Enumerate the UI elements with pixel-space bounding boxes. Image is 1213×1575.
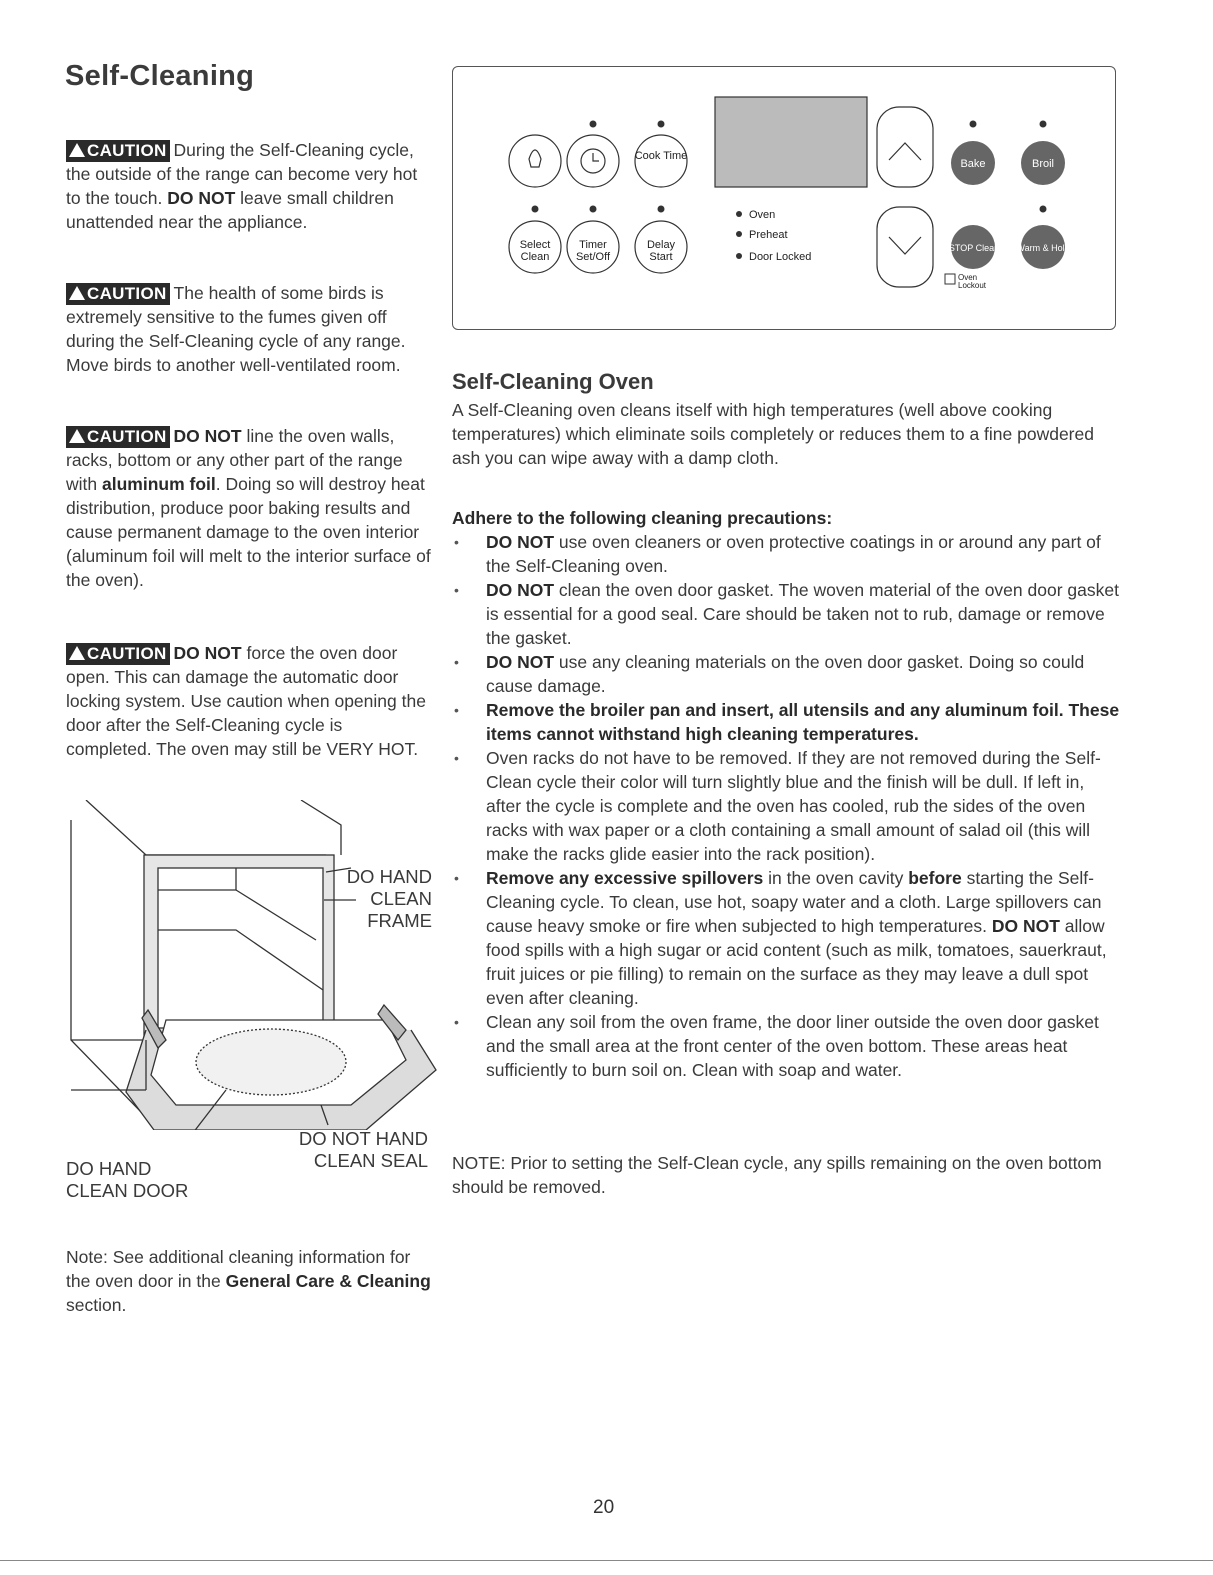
list-item: • Clean any soil from the oven frame, the door liner outside the oven door gasket and the small area at the front center of the oven bottom. These areas heat sufficiently to burn soil on. Clean with soap and water. — [452, 1010, 1120, 1082]
indicator-oven: Oven — [749, 209, 776, 221]
indicator-preheat: Preheat — [749, 229, 788, 241]
caution-text: leave small children unattended near the appliance. — [66, 188, 394, 232]
warning-icon — [69, 429, 85, 443]
caution-text: The health of some birds is extremely sensitive to the fumes given off during the Self-Cleaning cycle of any range. Move birds to another well-ventilated room. — [66, 283, 406, 375]
precautions — [452, 506, 1120, 1082]
light-bulb-button — [509, 135, 561, 187]
caution-block-2 — [66, 281, 431, 377]
list-item: • DO NOT clean the oven door gasket. The woven material of the oven door gasket is essential for a good seal. Care should be taken not to rub, damage or remove the gasket. — [452, 578, 1120, 650]
page-number: 20 — [593, 1497, 615, 1518]
oven-door-diagram — [66, 800, 441, 1130]
page-title: Self-Cleaning — [65, 60, 255, 92]
broil-label: Broil — [1031, 158, 1055, 170]
caution-block-4 — [66, 641, 431, 761]
caution-text: force the oven door open. This can damage the automatic door locking system. Use caution when opening the door after the Self-Cleaning cycle is completed. The oven may still be VERY HOT. — [66, 643, 426, 759]
list-item: • DO NOT use oven cleaners or oven protective coatings in or around any part of the Self-Cleaning oven. — [452, 530, 1120, 578]
control-panel-svg — [453, 67, 1117, 331]
bake-label: Bake — [960, 158, 986, 170]
caution-badge: CAUTION — [66, 283, 170, 305]
indicator-door-locked: Door Locked — [749, 251, 812, 263]
lockout-label-2: Lockout — [958, 281, 987, 290]
page-bottom-rule — [0, 1560, 1213, 1561]
lockout-label-1: Oven — [958, 273, 978, 282]
caution-block-1 — [66, 138, 431, 234]
caution-badge: CAUTION — [66, 643, 170, 665]
cook-time-label: Cook Time — [634, 150, 688, 162]
caution-text: During the Self-Cleaning cycle, the outside of the range can become very hot to the touch. — [66, 140, 418, 208]
list-item: • Oven racks do not have to be removed. If they are not removed during the Self-Clean cycle their color will turn slightly blue and the finish will be dull. If left in, after the cycle is complete and the oven has cooled, rub the sides of the oven racks with wax paper or a cloth containing a small amount of salad oil (this will make the racks glide easier into the rack position). — [452, 746, 1120, 866]
start-label: Start — [649, 251, 673, 263]
warm-hold-label: Warm & Hold — [1016, 243, 1070, 253]
label-seal: DO NOT HAND CLEAN SEAL — [298, 1128, 428, 1171]
precautions-heading: Adhere to the following cleaning precautions: — [452, 508, 833, 528]
caution-text: . Doing so will destroy heat distribution, produce poor baking results and cause permanent damage to the oven interior (aluminum foil will melt to the interior surface of the oven). — [66, 474, 431, 590]
label-door: DO HAND CLEAN DOOR — [66, 1158, 189, 1201]
caution-bold: DO NOT — [173, 643, 242, 663]
caution-bold: DO NOT — [173, 426, 242, 446]
section-heading: Self-Cleaning Oven — [452, 369, 654, 394]
label-frame: DO HAND CLEAN FRAME — [346, 866, 432, 931]
caution-block-3 — [66, 424, 431, 592]
warning-icon — [69, 286, 85, 300]
caution-text: line the oven walls, racks, bottom or any other part of the range with — [66, 426, 403, 494]
section-intro: A Self-Cleaning oven cleans itself with high temperatures (well above cooking temperatures) which eliminate soils completely or reduces them to a fine powdered ash you can wipe away with a damp cloth. — [452, 400, 1094, 468]
list-item: • Remove the broiler pan and insert, all utensils and any aluminum foil. These items cannot withstand high cleaning temperatures. — [452, 698, 1120, 746]
stop-clear-label: STOP Clear — [948, 243, 998, 253]
precautions-list — [452, 530, 1120, 1082]
note-left: Note: See additional cleaning information for the oven door in the General Care & Cleaning section. — [66, 1247, 431, 1315]
caution-bold: DO NOT — [167, 188, 236, 208]
warning-icon — [69, 143, 85, 157]
caution-badge: CAUTION — [66, 426, 170, 448]
caution-badge: CAUTION — [66, 140, 170, 162]
clean-label: Clean — [520, 251, 550, 263]
control-panel-illustration — [452, 66, 1116, 330]
section-note: NOTE: Prior to setting the Self-Clean cycle, any spills remaining on the oven bottom should be removed. — [452, 1153, 1102, 1197]
warning-icon — [69, 646, 85, 660]
set-off-label: Set/Off — [575, 251, 611, 263]
list-item: • DO NOT use any cleaning materials on the oven door gasket. Doing so could cause damage. — [452, 650, 1120, 698]
caution-bold: aluminum foil — [102, 474, 216, 494]
list-item: • Remove any excessive spillovers in the oven cavity before starting the Self-Cleaning cycle. To clean, use hot, soapy water and a cloth. Large spillovers can cause heavy smoke or fire when subjected to high temperatures. DO NOT allow food spills with a high sugar or acid content (such as milk, tomatoes, sauerkraut, fruit juices or pie filling) to remain on the surface as they may leave a dull spot even after cleaning. — [452, 866, 1120, 1010]
timer-label: Timer — [579, 239, 607, 251]
delay-label: Delay — [646, 239, 676, 251]
select-label: Select — [519, 239, 551, 251]
